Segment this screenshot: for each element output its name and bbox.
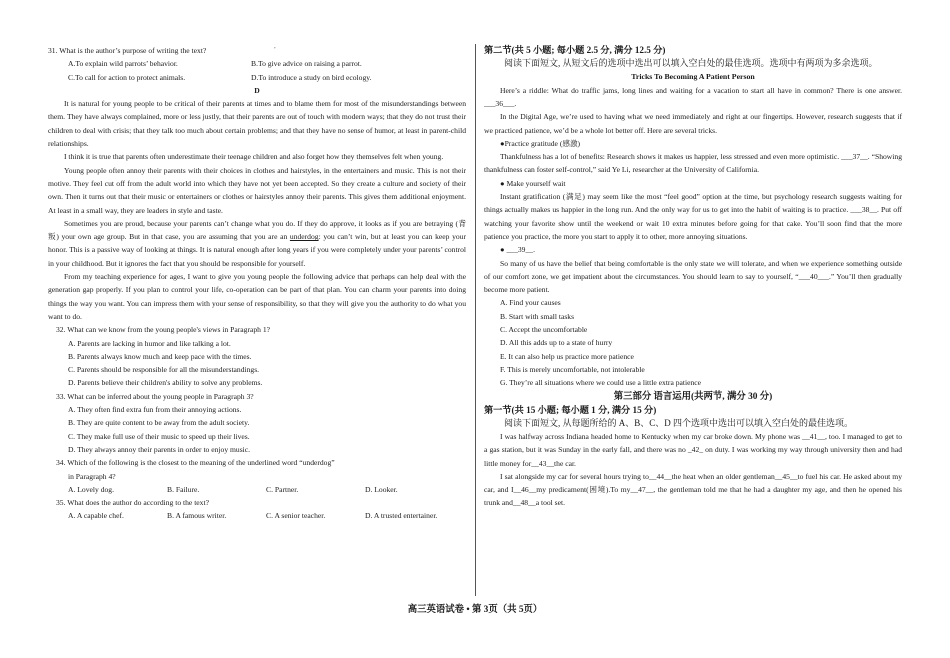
q33-option-a: A. They often find extra fun from their annoying actions. xyxy=(68,405,242,415)
passage-para1: Here’s a riddle: What do traffic jams, long lines and waiting for a vacation to start all have in common? There is one answer. ___36___. xyxy=(484,85,902,108)
q32-option-a: A. Parents are lacking in humor and like talking a lot. xyxy=(68,338,231,348)
blank-42: _42_ xyxy=(687,445,704,455)
q32-stem: 32. What can we know from the young people's views in Paragraph 1? xyxy=(56,325,271,335)
stray-mark: ' xyxy=(274,47,276,53)
q31-options-row2 xyxy=(48,71,466,84)
blank-44: __44__ xyxy=(648,471,672,481)
page-footer: 高三英语试卷 • 第 3页（共 5页） xyxy=(407,605,543,615)
q31-option-a: A.To explain wild parrots’ behavior. xyxy=(68,59,178,69)
q33-stem: 33. What can be inferred about the young people in Paragraph 3? xyxy=(56,391,254,401)
option-c: C. Accept the uncomfortable xyxy=(500,325,588,335)
passage-d-para3: Young people often annoy their parents with their choices in clothes and hairstyles, in the entertainers and music. This is not their motive. They feel cut off from the adult world into which they have not yet been accepted. So they create a culture and society of their own. Then it turns out that their music or entertainers or clothes or hairstyles annoy their parents. This gives them additional enjoyment. At least in a small way, they are leaders in style and taste. xyxy=(48,165,466,215)
right-column xyxy=(484,44,902,510)
option-e: E. It can also help us practice more patience xyxy=(500,351,634,361)
q34-option-a: A. Lovely dog. xyxy=(68,484,114,494)
passage-d-para4: Sometimes you are proud, because your parents can’t change what you do. If they do approve, it looks as if you are betraying (背叛) your own age group. But in that case, you are assuming that you are an underdog: you can’t win, but at least you can keep your honor. This is a passive way of looking at things. It is natural enough after long years if you were completely under your parents’ control in your childhood. But it ignores the fact that you should be responsible for yourself. xyxy=(48,218,466,268)
blank-47: __47__ xyxy=(630,485,654,495)
left-column xyxy=(48,44,466,523)
option-b: B. Start with small tasks xyxy=(500,311,575,321)
blank-45: __45__ xyxy=(774,471,798,481)
option-f: F. This is merely uncomfortable, not intolerable xyxy=(500,364,645,374)
q31-option-d: D.To introduce a study on bird ecology. xyxy=(251,72,372,82)
blank-43: __43__ xyxy=(531,458,555,468)
passage-para5: So many of us have the belief that being comfortable is the only state we will tolerate, and when we experience something outside of our comfort zone, we get impatient about the circumstances. You should learn to say to yourself, “___40___.” You’ll then gradually become more patient. xyxy=(484,258,902,295)
q35-option-a: A. A capable chef. xyxy=(68,511,124,521)
q34-option-c: C. Partner. xyxy=(266,484,299,494)
blank-48: __48__ xyxy=(512,498,536,508)
passage-d-para2: I think it is true that parents often underestimate their teenage children and also forget how they themselves felt when young. xyxy=(64,152,444,162)
q34-stem-cont: in Paragraph 4? xyxy=(68,471,116,481)
q31-option-c: C.To call for action to protect animals. xyxy=(68,72,186,82)
passage-title: Tricks To Becoming A Patient Person xyxy=(631,72,755,82)
cloze-para2: I sat alongside my car for several hours trying to__44__the heat when an older gentleman__45__to fuel his car. He asked about my car, and I__46__my predicament(困境).To my__47__, the gentleman told me that he had a daughter my age, and then he opened his trunk and__48__a tool set. xyxy=(484,471,903,508)
blank-41: __41__ xyxy=(802,431,825,441)
q32-option-c: C. Parents should be responsible for all the misunderstandings. xyxy=(68,365,260,375)
passage-para2: In the Digital Age, we’re used to having what we need immediately and right at our fingertips. However, research suggests that if we practiced patience, we’d be a whole lot better off. Here are several tricks. xyxy=(484,112,902,135)
q34-stem: 34. Which of the following is the closest to the meaning of the underlined word “underdog” xyxy=(56,458,335,468)
option-d: D. All this adds up to a state of hurry xyxy=(500,338,613,348)
part3-heading: 第三部分 语言运用(共两节, 满分 30 分) xyxy=(613,391,773,402)
q35-options xyxy=(48,509,466,522)
underlined-word: underdog xyxy=(289,232,319,242)
q31-option-b: B.To give advice on raising a parrot. xyxy=(251,59,362,69)
section2-heading: 第二节(共 5 小题; 每小题 2.5 分, 满分 12.5 分) xyxy=(484,45,666,55)
cloze-para1: I was halfway across Indiana headed home to Kentucky when my car broke down. My phone was __41__, too. I managed to get to a gas station, but it was Sunday in the early fall, and there was no _42_ on duty. I was working my way through university then and had little money for__43__the car. xyxy=(484,431,902,468)
q35-option-b: B. A famous writer. xyxy=(167,511,227,521)
section2-instructions: 阅读下面短文, 从短文后的选项中选出可以填入空白处的最佳选项。选项中有两项为多余选项。 xyxy=(504,58,878,68)
q31-options-row1 xyxy=(48,57,466,70)
q34-option-b: B. Failure. xyxy=(167,484,200,494)
q35-option-c: C. A senior teacher. xyxy=(266,511,326,521)
bullet-wait: ● Make yourself wait xyxy=(500,178,566,188)
passage-para3: Thankfulness has a lot of benefits: Research shows it makes us happier, less stressed and even more optimistic. ___37__. “Showing thankfulness can foster self-control,” said Ye Li, researcher at the University of California. xyxy=(484,152,902,175)
section1-instructions: 阅读下面短文, 从每题所给的 A、B、C、D 四个选项中选出可以填入空白处的最佳选项。 xyxy=(504,417,854,428)
passage-d-para1: It is natural for young people to be critical of their parents at times and to blame them for most of the misunderstandings between them. They have always complained, more or less justly, that their parents are out of touch with modern ways; that they do not trust their children to deal with crisis; that they talk too much about certain problems; and that they have no sense of humor, at least in parent-child relationships. xyxy=(48,99,466,149)
q33-option-c: C. They make full use of their music to speed up their lives. xyxy=(68,431,250,441)
q35-option-d: D. A trusted entertainer. xyxy=(365,511,438,521)
option-g: G. They’re all situations where we could use a little extra patience xyxy=(500,378,702,388)
section1-heading: 第一节(共 15 小题; 每小题 1 分, 满分 15 分) xyxy=(484,404,657,415)
q32-option-b: B. Parents always know much and keep pace with the times. xyxy=(68,351,252,361)
q31-stem: 31. What is the author’s purpose of writing the text? ' xyxy=(48,44,466,57)
q34-options xyxy=(48,483,466,496)
bullet-gratitude: ●Practice gratitude (感激) xyxy=(500,138,581,148)
passage-d-para5: From my teaching experience for ages, I want to give you young people the following advice that perhaps can help deal with the generation gap properly. If you plan to control your life, co-operation can be part of that plan. You can charm your parents into doing things the way you want. You can impress them with your sense of responsibility, so that they will give you the authority to do what you want to do. xyxy=(48,272,466,321)
section-label: D xyxy=(254,85,260,95)
option-a: A. Find your causes xyxy=(500,298,561,308)
q33-option-b: B. They are quite content to be away from the adult society. xyxy=(68,418,250,428)
column-divider xyxy=(475,44,476,596)
passage-para4: Instant gratification (满足) may seem like the most “feel good” option at the time, but psychology research suggests waiting for things actually makes us happier in the long run. And the only way for us to get into the habit of waiting is to practice. ___38__. Put off watching your favorite show until the weekend or wait 10 extra minutes before going for that cake. You’ll soon find that the more patience you practice, the more you start to apply it to other, more annoying situations. xyxy=(484,192,902,241)
q34-option-d: D. Looker. xyxy=(365,484,398,494)
q33-option-d: D. They always annoy their parents in order to enjoy music. xyxy=(68,444,251,454)
blank-46: __46__ xyxy=(513,485,537,495)
q35-stem: 35. What does the author do according to the text? xyxy=(56,498,209,508)
q32-option-d: D. Parents believe their children's ability to solve any problems. xyxy=(68,378,263,388)
bullet-39: ● ___39__. xyxy=(500,245,535,255)
